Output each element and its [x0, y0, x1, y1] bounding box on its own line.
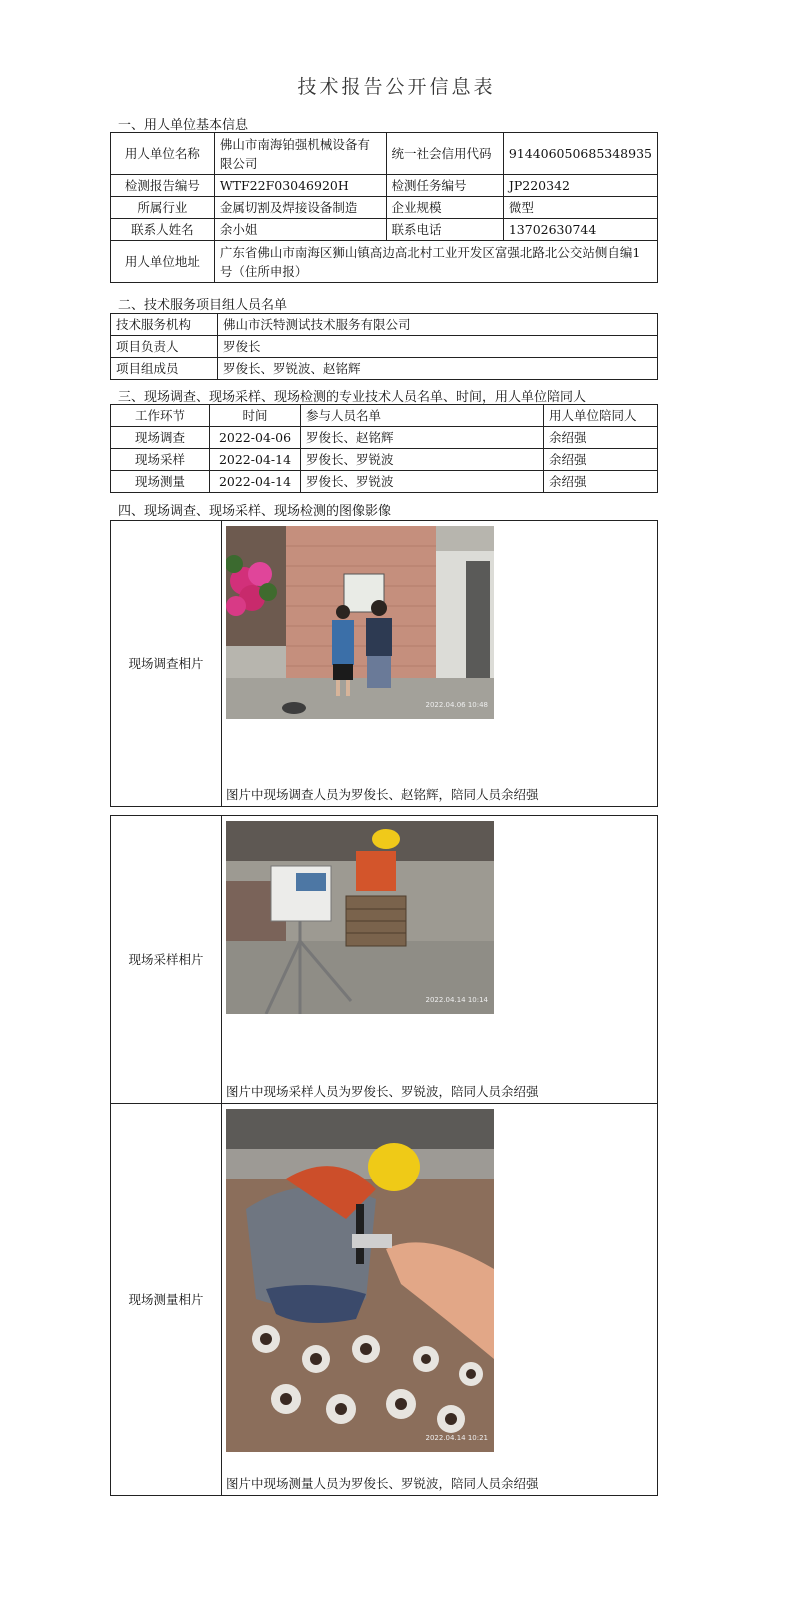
measurement-photo-caption: 图片中现场测量人员为罗俊长、罗锐波，陪同人员余绍强	[226, 1476, 539, 1491]
contact-value: 余小姐	[214, 219, 386, 241]
col-header: 参与人员名单	[301, 405, 544, 427]
org-label: 技术服务机构	[111, 314, 218, 336]
team-table	[110, 313, 658, 380]
survey-photo	[226, 526, 494, 719]
section2-heading: 二、技术服务项目组人员名单	[118, 298, 288, 313]
leader-label: 项目负责人	[111, 336, 218, 358]
table-cell: 余绍强	[544, 427, 658, 449]
page-title: 技术报告公开信息表	[297, 76, 496, 98]
sampling-photo-label: 现场采样相片	[111, 816, 222, 1104]
sampling-photo	[226, 821, 494, 1014]
table-row	[111, 471, 658, 493]
measurement-photo-cell	[222, 1104, 658, 1496]
section1-heading: 一、用人单位基本信息	[118, 118, 249, 133]
address-label: 用人单位地址	[111, 241, 215, 283]
credit-code-label: 统一社会信用代码	[386, 133, 503, 175]
phone-value: 13702630744	[503, 219, 657, 241]
survey-photo-cell	[222, 521, 658, 807]
section4-heading: 四、现场调查、现场采样、现场检测的图像影像	[118, 504, 392, 519]
sampling-photo-table	[110, 815, 658, 1496]
col-header: 工作环节	[111, 405, 210, 427]
phone-label: 联系电话	[386, 219, 503, 241]
table-cell: 罗俊长、罗锐波	[301, 449, 544, 471]
report-no-value: WTF22F03046920H	[214, 175, 386, 197]
scale-label: 企业规模	[386, 197, 503, 219]
unit-info-table	[110, 132, 658, 283]
table-cell: 罗俊长、罗锐波	[301, 471, 544, 493]
members-label: 项目组成员	[111, 358, 218, 380]
members-value: 罗俊长、罗锐波、赵铭辉	[218, 358, 658, 380]
industry-label: 所属行业	[111, 197, 215, 219]
col-header: 时间	[210, 405, 301, 427]
survey-photo-table	[110, 520, 658, 807]
table-row	[111, 449, 658, 471]
table-cell: 现场采样	[111, 449, 210, 471]
table-cell: 现场调查	[111, 427, 210, 449]
unit-name-value: 佛山市南海铂强机械设备有限公司	[214, 133, 386, 175]
photo-timestamp: 2022.04.14 10:14	[425, 996, 488, 1004]
measurement-photo-label: 现场测量相片	[111, 1104, 222, 1496]
table-cell: 余绍强	[544, 471, 658, 493]
report-no-label: 检测报告编号	[111, 175, 215, 197]
task-no-value: JP220342	[503, 175, 657, 197]
address-value: 广东省佛山市南海区狮山镇高边高北村工业开发区富强北路北公交站侧自编1号（住所申报）	[214, 241, 657, 283]
table-cell: 余绍强	[544, 449, 658, 471]
contact-label: 联系人姓名	[111, 219, 215, 241]
industry-value: 金属切割及焊接设备制造	[214, 197, 386, 219]
table-cell: 2022-04-14	[210, 471, 301, 493]
activity-table	[110, 404, 658, 493]
task-no-label: 检测任务编号	[386, 175, 503, 197]
sampling-photo-cell	[222, 816, 658, 1104]
table-row	[111, 427, 658, 449]
photo-timestamp: 2022.04.14 10:21	[425, 1434, 488, 1442]
org-value: 佛山市沃特测试技术服务有限公司	[218, 314, 658, 336]
table-cell: 2022-04-06	[210, 427, 301, 449]
col-header: 用人单位陪同人	[544, 405, 658, 427]
table-cell: 现场测量	[111, 471, 210, 493]
credit-code-value: 914406050685348935	[503, 133, 657, 175]
photo-timestamp: 2022.04.06 10:48	[425, 701, 488, 709]
survey-photo-label: 现场调查相片	[111, 521, 222, 807]
unit-name-label: 用人单位名称	[111, 133, 215, 175]
leader-value: 罗俊长	[218, 336, 658, 358]
measurement-photo	[226, 1109, 494, 1452]
survey-photo-caption: 图片中现场调查人员为罗俊长、赵铭辉，陪同人员余绍强	[226, 787, 539, 802]
table-cell: 罗俊长、赵铭辉	[301, 427, 544, 449]
section3-heading: 三、现场调查、现场采样、现场检测的专业技术人员名单、时间，用人单位陪同人	[118, 390, 587, 405]
sampling-photo-caption: 图片中现场采样人员为罗俊长、罗锐波，陪同人员余绍强	[226, 1084, 539, 1099]
scale-value: 微型	[503, 197, 657, 219]
table-cell: 2022-04-14	[210, 449, 301, 471]
